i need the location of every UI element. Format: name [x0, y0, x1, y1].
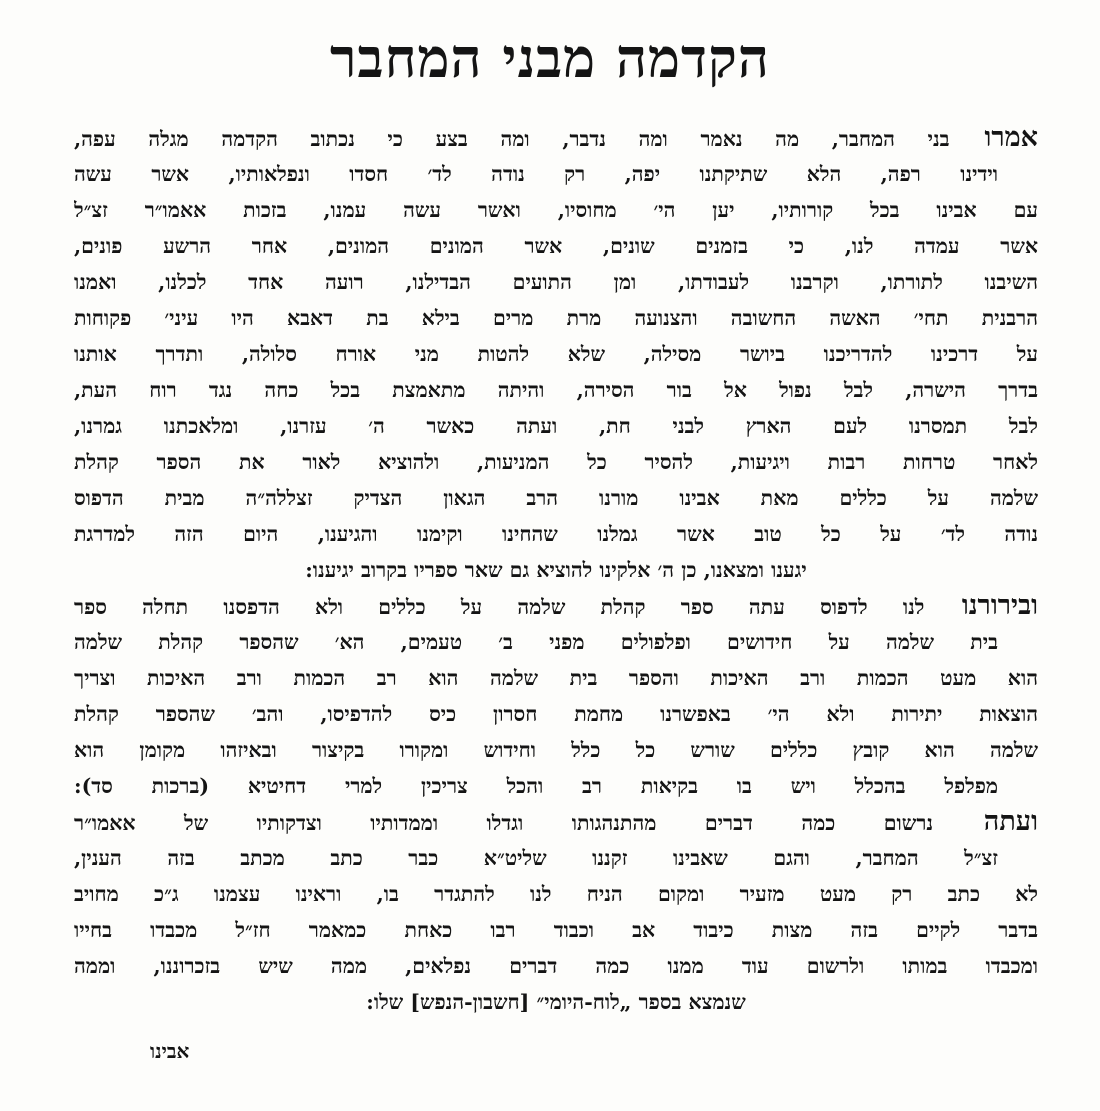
catchword: אבינו	[150, 1039, 190, 1063]
text-line	[74, 876, 1038, 912]
text-line	[74, 264, 1038, 300]
body-text	[74, 120, 1038, 1020]
text-line	[74, 228, 1038, 264]
text-line	[74, 696, 1038, 732]
line-text: עם אבינו בכל קורותיו, יען הי׳ מחוסיו, ואשר עשה עמנו, בזכות אאמו״ר זצ״ל	[74, 198, 1038, 222]
text-line	[74, 624, 1038, 660]
line-text: שלמה על כללים מאת אבינו מורנו הרב הגאון הצדיק זצללה״ה מבית הדפוס	[74, 486, 1038, 510]
line-text: בית שלמה על חידושים ופלפולים מפני ב׳ טעמים, הא׳ שהספר קהלת שלמה	[74, 630, 998, 654]
line-text: הוא מעט הכמות ורב האיכות והספר בית שלמה הוא רב הכמות ורב האיכות וצריך	[74, 666, 1038, 690]
text-line	[74, 948, 1038, 984]
page-title: הקדמה מבני המחבר	[330, 26, 770, 90]
line-text: אשר עמדה לנו, כי בזמנים שונים, אשר המונים המונים, אחר הרשע פונים,	[74, 234, 1038, 258]
line-text: ומכבדו במותו ולרשום עוד ממנו כמה דברים נפלאים, ממה שיש בזכרוננו, וממה	[74, 954, 1038, 978]
text-line	[74, 300, 1038, 336]
text-line	[74, 660, 1038, 696]
line-text: השיבנו לתורתו, וקרבנו לעבודתו, ומן התועים הבדילנו, רועה אחד לכלנו, ואמנו	[74, 270, 1038, 294]
line-text: זצ״ל המחבר, והגם שאבינו זקננו שליט״א כבר כתב מכתב בזה הענין,	[74, 846, 998, 870]
line-text: על דרכינו להדריכנו ביושר מסילה, שלא להטות מני אורח סלולה, ותדרך אותנו	[74, 342, 1038, 366]
text-line	[74, 804, 1038, 840]
text-line	[74, 444, 1038, 480]
text-line	[74, 120, 1038, 156]
text-line	[74, 408, 1038, 444]
line-text: לא כתב רק מעט מזעיר ומקום הניח לנו להתגדר בו, וראינו עצמנו ג״כ מחויב	[74, 882, 1038, 906]
opening-word: אמרו	[949, 122, 1038, 153]
line-text: הרבנית תחי׳ האשה החשובה והצנועה מרת מרים בילא בת דאבא היו עיני׳ פקוחות	[74, 306, 1038, 330]
text-line	[74, 480, 1038, 516]
line-text: מפלפל בהכלל ויש בו בקיאות רב והכל צריכין למרי דחיטיא (ברכות סד):	[74, 774, 998, 798]
opening-word: ובירורנו	[924, 590, 1038, 621]
line-text: יגענו ומצאנו, כן ה׳ אלקינו להוציא גם שאר ספריו בקרוב יגיענו:	[305, 558, 807, 582]
text-line	[74, 768, 1038, 804]
text-line	[74, 192, 1038, 228]
line-text: לנו לדפוס עתה ספר קהלת שלמה על כללים ולא הדפסנו תחלה ספר	[74, 595, 925, 619]
text-line	[74, 156, 1038, 192]
text-line	[74, 552, 1038, 588]
text-line	[74, 840, 1038, 876]
line-text: לאחר טרחות רבות ויגיעות, להסיר כל המניעות, ולהוציא לאור את הספר קהלת	[74, 450, 1038, 474]
line-text: הוצאות יתירות ולא הי׳ באפשרנו מחמת חסרון כיס להדפיסו, והב׳ שהספר קהלת	[74, 702, 1038, 726]
line-text: שלמה הוא קובץ כללים שורש כל כלל וחידוש ומקורו בקיצור ובאיזהו מקומן הוא	[74, 738, 1038, 762]
line-text: בדרך הישרה, לבל נפול אל בור הסירה, והיתה מתאמצת בכל כחה נגד רוח העת,	[74, 378, 1038, 402]
text-line	[74, 516, 1038, 552]
text-line	[74, 372, 1038, 408]
line-text: נודה לד׳ על כל טוב אשר גמלנו שהחינו וקימנו והגיענו, היום הזה למדרגת	[74, 522, 1038, 546]
text-line	[74, 336, 1038, 372]
text-line	[74, 912, 1038, 948]
text-line	[74, 588, 1038, 624]
line-text: בדבר לקיים בזה מצות כיבוד אב וכבוד רבו כאחת כמאמר חז״ל מכבדו בחייו	[74, 918, 1038, 942]
text-line	[74, 984, 1038, 1020]
line-text: לבל תמסרנו לעם הארץ לבני חת, ועתה כאשר ה׳ עזרנו, ומלאכתנו גמרנו,	[74, 414, 1038, 438]
opening-word: ועתה	[933, 806, 1038, 837]
line-text: נרשום כמה דברים מהתנהגותו וגדלו וממדותיו וצדקותיו של אאמו״ר	[74, 811, 934, 835]
line-text: שנמצא בספר „לוח-היומי״ [חשבון-הנפש] שלו:	[366, 990, 746, 1014]
line-text: וידינו רפה, הלא שתיקתנו יפה, רק נודה לד׳ חסדו ונפלאותיו, אשר עשה	[74, 162, 998, 186]
text-line	[74, 732, 1038, 768]
line-text: בני המחבר, מה נאמר ומה נדבר, ומה בצע כי נכתוב הקדמה מגלה עפה,	[74, 127, 950, 151]
